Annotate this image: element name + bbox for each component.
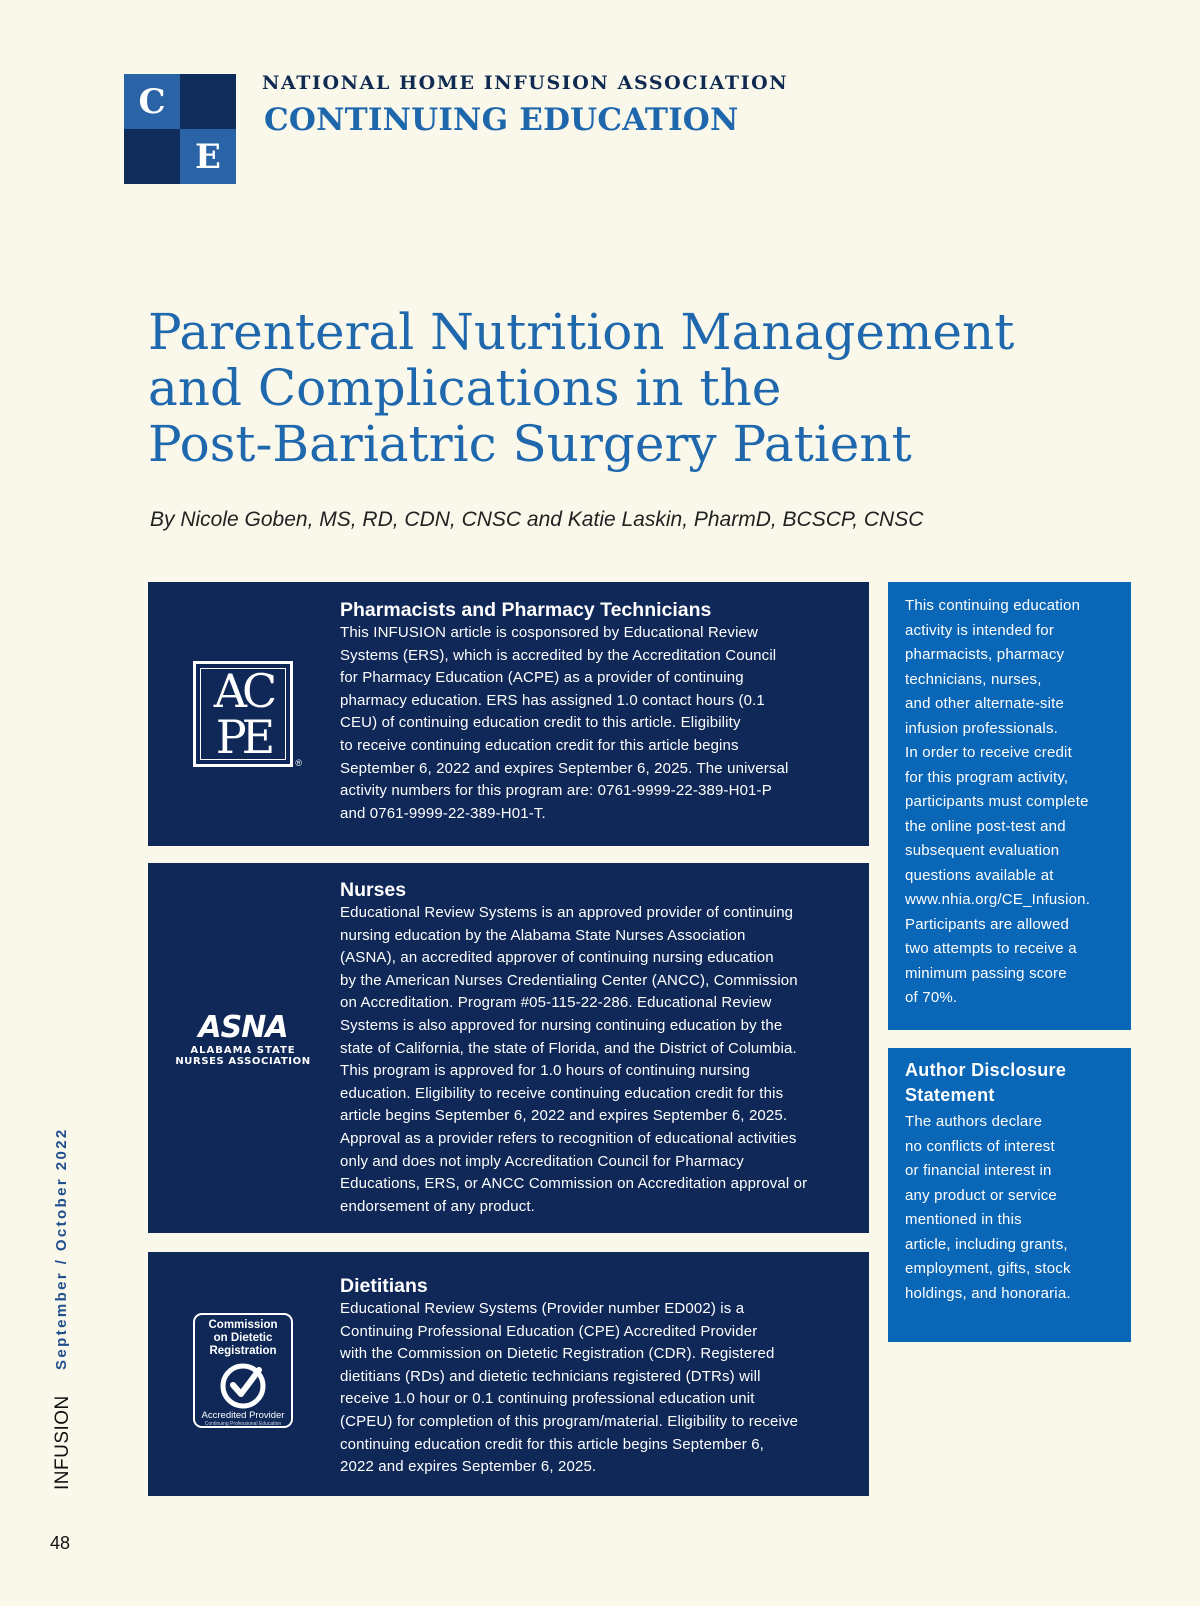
byline: By Nicole Goben, MS, RD, CDN, CNSC and Katie Laskin, PharmD, BCSCP, CNSC <box>150 508 924 531</box>
running-footer <box>48 1125 74 1490</box>
page-number: 48 <box>50 1533 71 1553</box>
pharmacists-card <box>148 582 869 846</box>
section-name: CONTINUING EDUCATION <box>264 102 739 138</box>
dietitians-body <box>340 1274 855 1479</box>
article-title: Parenteral Nutrition Management and Complications in the Post-Bariatric Surgery Patient <box>148 303 1015 473</box>
issue-date: September / October 2022 <box>53 1127 70 1370</box>
magazine-name: INFUSION <box>52 1395 73 1490</box>
dietitians-card <box>148 1252 869 1496</box>
checkmark-icon <box>213 1360 273 1410</box>
ce-logo <box>124 74 236 185</box>
organization-name: NATIONAL HOME INFUSION ASSOCIATION <box>262 72 789 94</box>
dietitians-heading: Dietitians <box>340 1275 428 1297</box>
asna-logo: ASNA ALABAMA STATE NURSES ASSOCIATION <box>175 1010 311 1067</box>
nurses-text: Educational Review Systems is an approved provider of continuing nursing education by the Alabama State Nurses Association (ASNA), an accredited approver of continuing nursing education by the American Nurses Credentialing Center (ANCC), Commission on Accreditation. Program #05-115-22-286. Educational Review Systems is also approved for nursing continuing education by the state of California, the state of Florida, and the District of Columbia. This program is approved for 1.0 hours of continuing nursing education. Eligibility to receive continuing education credit for this article begins September 6, 2022 and expires September 6, 2025. Approval as a provider refers to recognition of educational activities only and does not imply Accreditation Council for Pharmacy Educations, ERS, or ANCC Commission on Accreditation approval or endorsement of any product. <box>340 904 808 1215</box>
dietitians-text: Educational Review Systems (Provider number ED002) is a Continuing Professional Education (CPE) Accredited Provider with the Commission on Dietetic Registration (CDR). Registered dietitians (RDs) and dietetic technicians registered (DTRs) will receive 1.0 hour or 0.1 continuing professional education unit (CPEU) for completion of this program/material. Eligibility to receive continuing education credit for this article begins September 6, 2022 and expires September 6, 2025. <box>340 1300 799 1476</box>
nurses-body <box>340 878 855 1218</box>
pharmacists-text: This INFUSION article is cosponsored by Educational Review Systems (ERS), which is accredited by the Accreditation Council for Pharmacy Education (ACPE) as a provider of continuing pharmacy education. ERS has assigned 1.0 contact hours (0.1 CEU) of continuing education credit to this article. Eligibility to receive continuing education credit for this article begins September 6, 2022 and expires September 6, 2025. The universal activity numbers for this program are: 0761-9999-22-389-H01-P and 0761-9999-22-389-H01-T. <box>340 624 789 822</box>
author-disclosure-box <box>888 1048 1131 1342</box>
author-disclosure-text: The authors declare no conflicts of interest or financial interest in any product or service mentioned in this article, including grants, employment, gifts, stock holdings, and honoraria. <box>905 1113 1071 1302</box>
intended-audience-text: This continuing education activity is intended for pharmacists, pharmacy technicians, nurses, and other alternate-site infusion professionals. In order to receive credit for this program activity, participants must complete the online post-test and subsequent evaluation questions available at www.nhia.org/CE_Infusion. Participants are allowed two attempts to receive a minimum passing score of 70%. <box>905 597 1091 1006</box>
cdr-logo: Commission on Dietetic Registration Accredited Provider Continuing Professional Education <box>148 1252 338 1496</box>
nurses-card <box>148 863 869 1233</box>
acpe-logo: AC PE ® <box>148 582 338 846</box>
pharmacists-heading: Pharmacists and Pharmacy Technicians <box>340 599 712 621</box>
intended-audience-box <box>888 582 1131 1030</box>
pharmacists-body <box>340 598 855 825</box>
logo-letter-e: E <box>180 129 236 184</box>
nurses-heading: Nurses <box>340 879 407 901</box>
author-disclosure-heading: Author Disclosure Statement <box>905 1060 1067 1105</box>
logo-letter-c: C <box>124 74 180 129</box>
